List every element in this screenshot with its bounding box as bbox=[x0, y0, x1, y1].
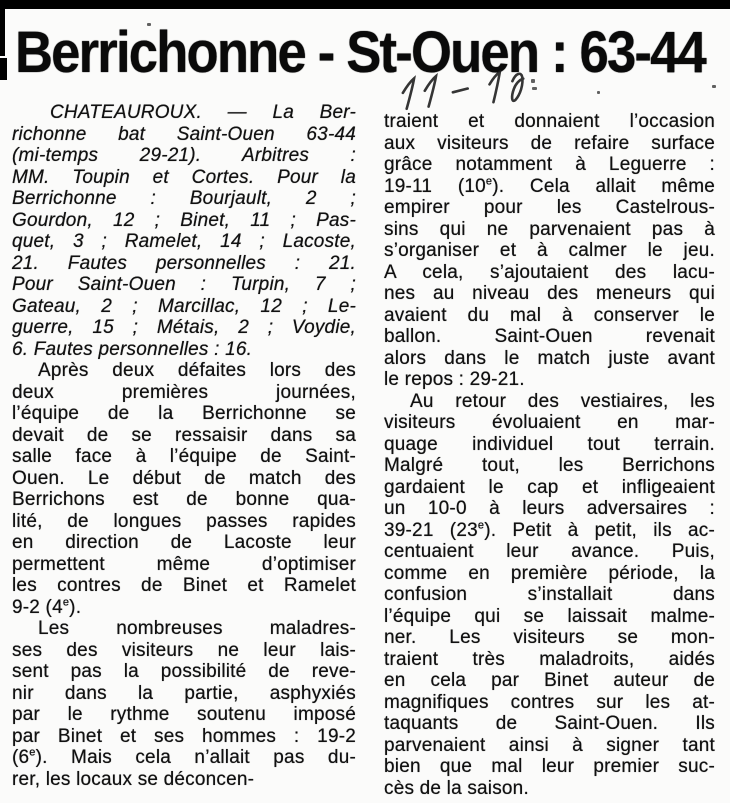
scanner-edge-mark bbox=[0, 8, 5, 56]
text-line: permettent même d’optimiser bbox=[12, 553, 356, 575]
text-line: par Binet et ses hommes : 19-2 bbox=[12, 725, 356, 747]
text-line: (mi-temps 29-21). Arbitres : bbox=[12, 145, 356, 166]
text-line: ballon. Saint-Ouen revenait bbox=[384, 326, 715, 347]
text-line: empirer pour les Castelrous- bbox=[384, 197, 715, 218]
text-line: (6e). Mais cela n’allait pas du- bbox=[12, 746, 356, 768]
text-line: cès de la saison. bbox=[384, 777, 529, 799]
text-line: Les nombreuses maladres- bbox=[38, 618, 356, 639]
scanner-edge-mark bbox=[0, 58, 7, 80]
text-line: l’équipe de la Berrichonne se bbox=[12, 403, 356, 424]
text-line: sent pas la possibilité de reve- bbox=[12, 661, 356, 682]
text-line: lité, de longues passes rapides bbox=[12, 510, 356, 532]
text-line: traient et donnaient l’occasion bbox=[384, 111, 715, 132]
text-line: l’équipe qui se laissait malme- bbox=[384, 605, 715, 627]
text-line: 6. Fautes personnelles : 16. bbox=[12, 338, 253, 360]
ink-speck bbox=[712, 85, 716, 88]
text-line: comme en première période, la bbox=[384, 562, 715, 584]
text-line: avaient du mal à conserver le bbox=[384, 304, 715, 326]
article-column-left bbox=[12, 102, 356, 790]
text-line: les contres de Binet et Ramelet bbox=[12, 575, 356, 596]
text-line: Berrichonne : Bourjault, 2 ; bbox=[12, 188, 356, 209]
text-line: rer, les locaux se déconcen- bbox=[12, 768, 255, 790]
text-line: traient très maladroits, aidés bbox=[384, 648, 715, 670]
text-line: guerre, 15 ; Métais, 2 ; Voydie, bbox=[12, 317, 356, 338]
text-line: 21. Fautes personnelles : 21. bbox=[12, 252, 356, 274]
text-line: quage individuel tout terrain. bbox=[384, 433, 715, 455]
text-line: quet, 3 ; Ramelet, 14 ; Lacoste, bbox=[12, 231, 356, 252]
text-line: en cela par Binet auteur de bbox=[384, 670, 715, 691]
text-line: 9-2 (4e). bbox=[12, 596, 82, 618]
text-line: grâce notamment à Leguerre : bbox=[384, 154, 715, 175]
headline: Berrichonne - St-Ouen : 63-44 bbox=[15, 20, 705, 85]
text-line: Après deux défaites lors des bbox=[38, 360, 356, 381]
text-line: un 10-0 à leurs adversaires : bbox=[384, 498, 715, 519]
text-line: confusion s’installait dans bbox=[384, 584, 715, 605]
text-line: alors dans le match juste avant bbox=[384, 347, 715, 369]
text-line: parvenaient ainsi à signer tant bbox=[384, 734, 715, 756]
text-line: MM. Toupin et Cortes. Pour la bbox=[12, 166, 356, 188]
text-line: Ouen. Le début de match des bbox=[12, 467, 356, 489]
text-line: bien que mal leur premier suc- bbox=[384, 756, 715, 777]
text-line: 39-21 (23e). Petit à petit, ils ac- bbox=[384, 519, 715, 541]
text-line: richonne bat Saint-Ouen 63-44 bbox=[12, 123, 356, 145]
text-line: nes au niveau des meneurs qui bbox=[384, 283, 715, 304]
text-line: Gateau, 2 ; Marcillac, 12 ; Le- bbox=[12, 295, 356, 317]
text-line: s’organiser et à calmer le jeu. bbox=[384, 240, 715, 261]
text-line: ner. Les visiteurs se mon- bbox=[384, 627, 715, 648]
text-line: le repos : 29-21. bbox=[384, 369, 525, 390]
text-line: ses des visiteurs ne leur lais- bbox=[12, 639, 356, 661]
text-line: aux visiteurs de refaire surface bbox=[384, 132, 715, 154]
scanner-top-bar bbox=[0, 0, 730, 9]
text-line: Au retour des vestiaires, les bbox=[410, 390, 715, 412]
text-line: salle face à l’équipe de Saint- bbox=[12, 446, 356, 467]
text-line: taquants de Saint-Ouen. Ils bbox=[384, 713, 715, 734]
text-line: nir dans la partie, asphyxiés bbox=[12, 682, 356, 704]
text-line: Pour Saint-Ouen : Turpin, 7 ; bbox=[12, 274, 356, 295]
text-line: Gourdon, 12 ; Binet, 11 ; Pas- bbox=[12, 209, 356, 231]
text-line: Malgré tout, les Berrichons bbox=[384, 455, 715, 476]
article-column-right bbox=[384, 111, 715, 799]
text-line: gardaient le cap et infligeaient bbox=[384, 476, 715, 498]
text-line: A cela, s’ajoutaient des lacu- bbox=[384, 261, 715, 283]
text-line: en direction de Lacoste leur bbox=[12, 532, 356, 553]
text-line: 19-11 (10e). Cela allait même bbox=[384, 175, 715, 197]
ink-speck bbox=[597, 91, 600, 94]
text-line: CHATEAUROUX. — La Ber- bbox=[50, 102, 356, 123]
text-line: magnifiques contres sur les at- bbox=[384, 691, 715, 713]
text-line: sins qui ne parvenaient pas à bbox=[384, 218, 715, 240]
text-line: visiteurs évoluaient en mar- bbox=[384, 412, 715, 433]
text-line: deux premières journées, bbox=[12, 381, 356, 403]
text-line: devait de se ressaisir dans sa bbox=[12, 424, 356, 446]
text-line: par le rythme soutenu imposé bbox=[12, 704, 356, 725]
text-line: Berrichons est de bonne qua- bbox=[12, 489, 356, 510]
text-line: centuaient leur avance. Puis, bbox=[384, 541, 715, 562]
